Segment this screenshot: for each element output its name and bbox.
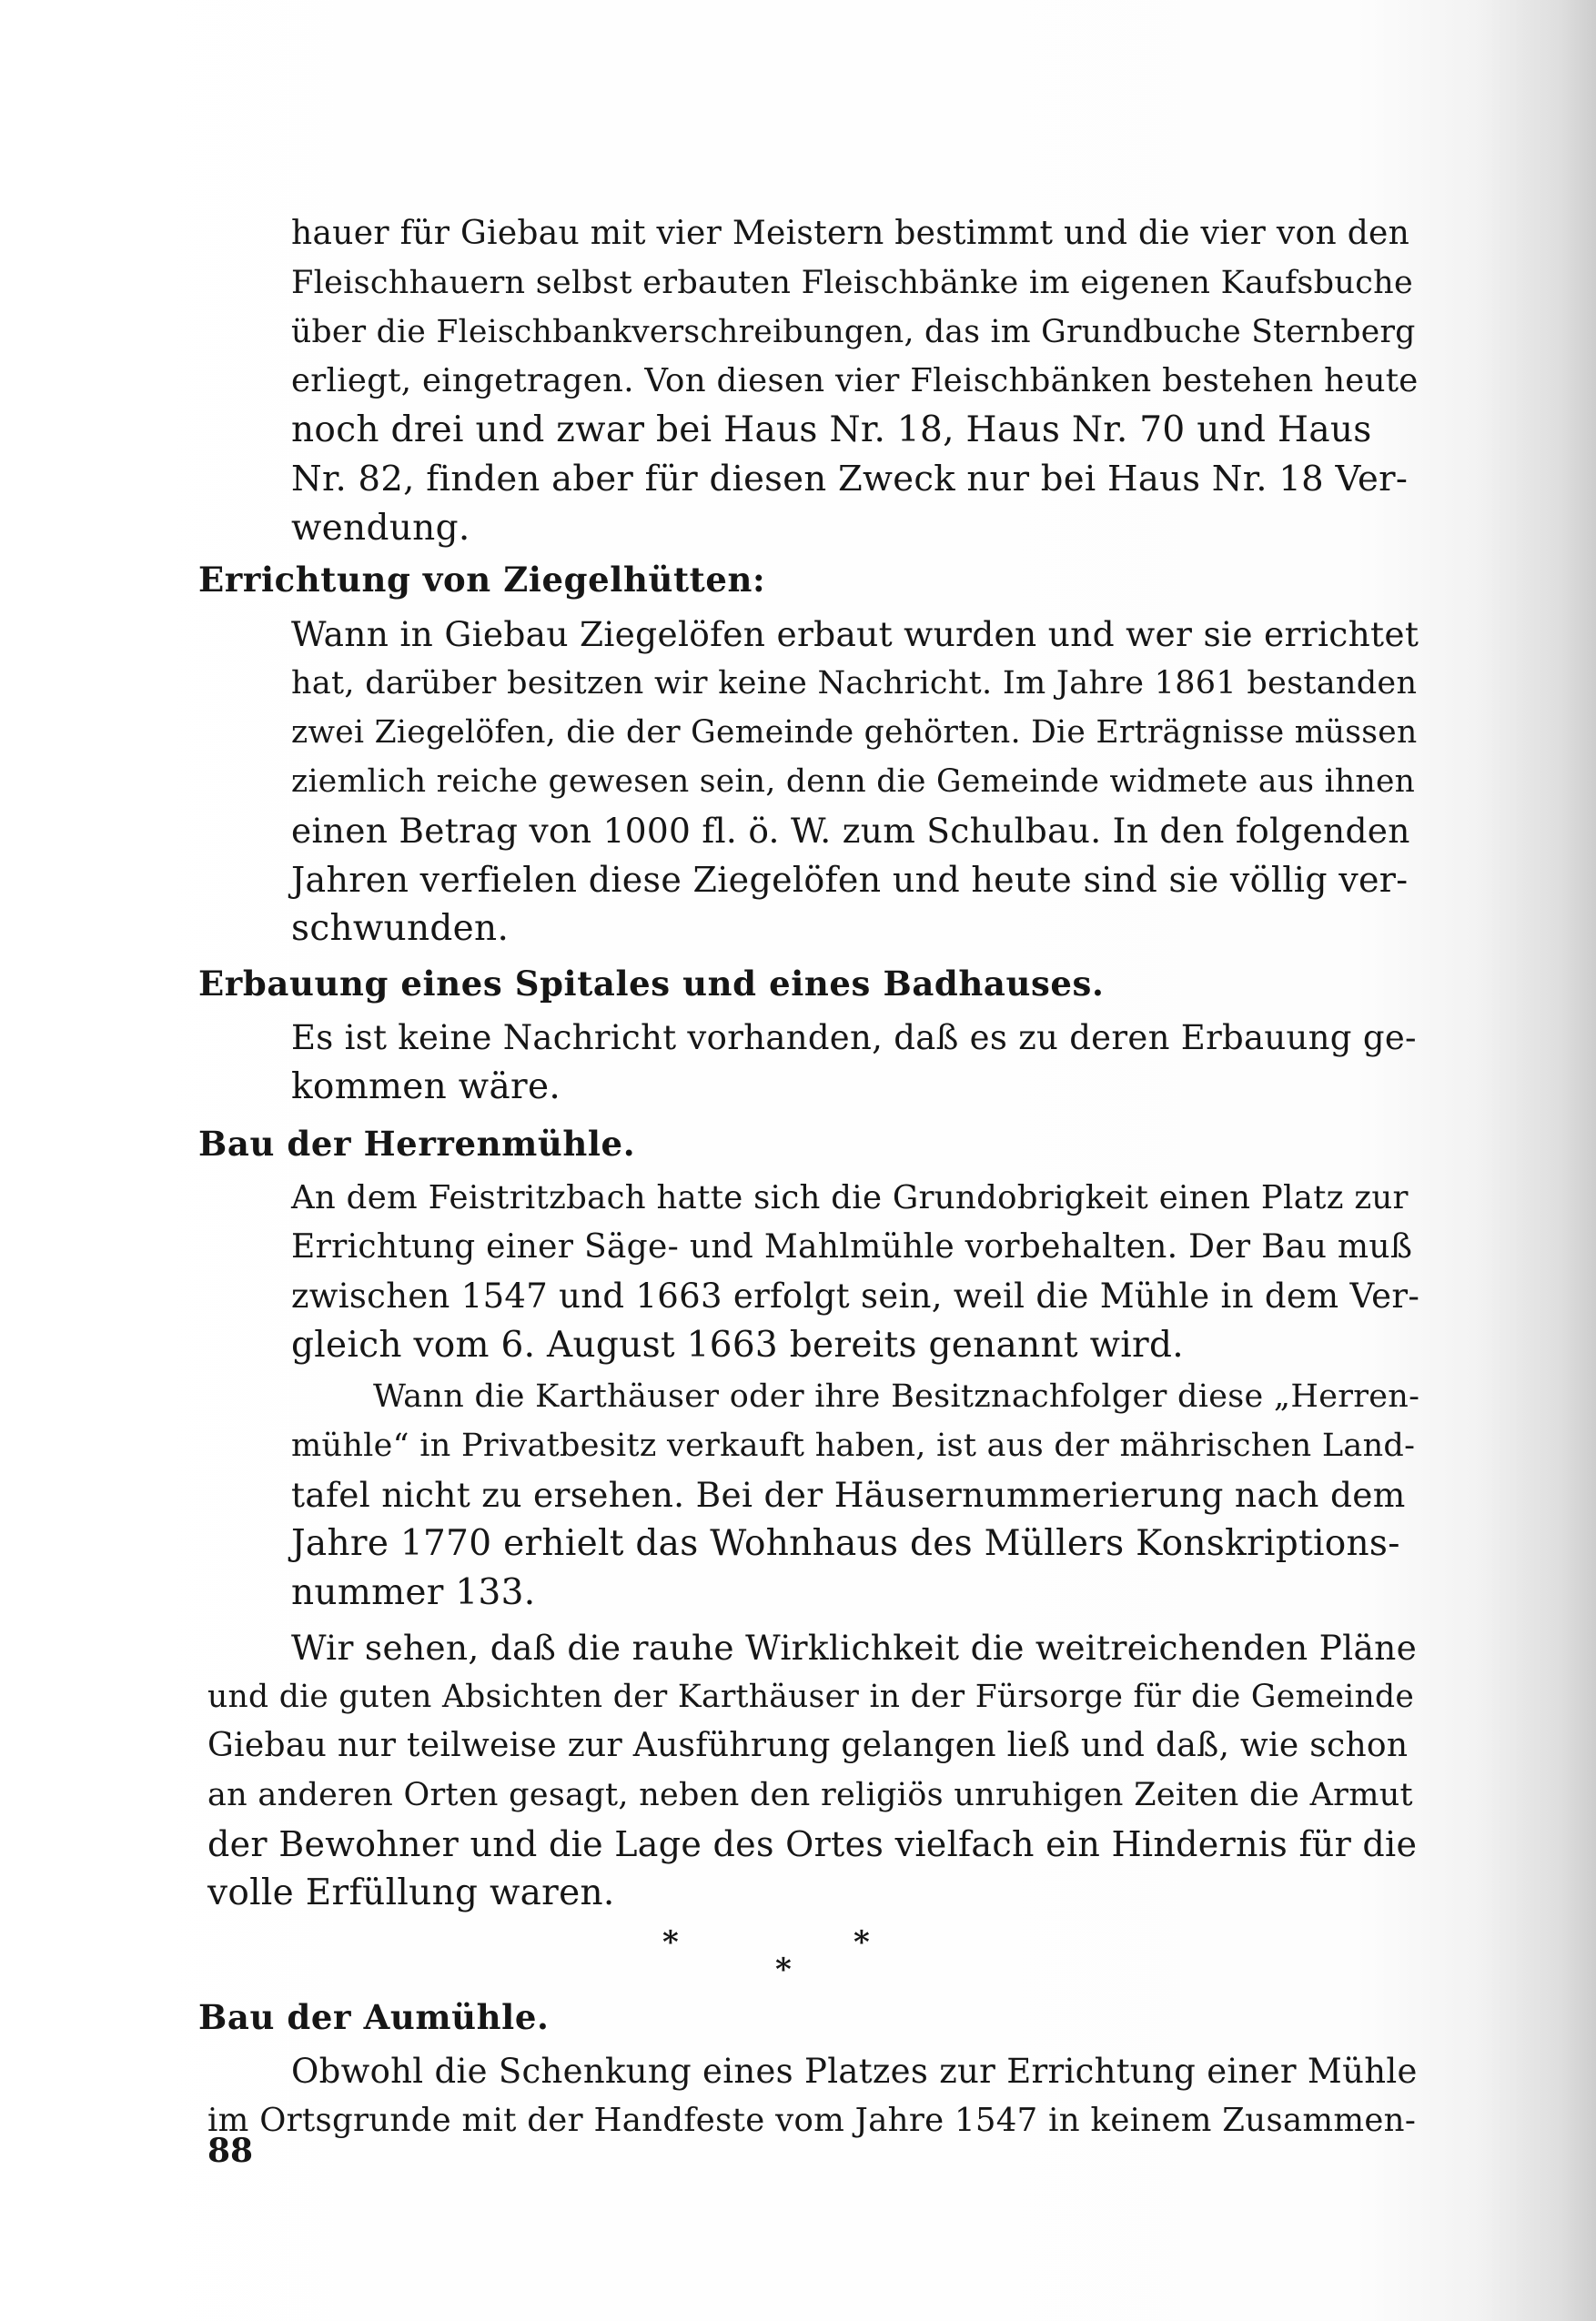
section-heading: Bau der Aumühle.	[198, 1997, 550, 2037]
section-heading: Bau der Herrenmühle.	[198, 1124, 636, 1164]
text-line: Fleischhauern selbst erbauten Fleischbänke im eigenen Kaufsbuche	[291, 265, 1413, 301]
text-line: Wann die Karthäuser oder ihre Besitznachfolger diese „Herren-	[373, 1378, 1420, 1415]
page-edge-shadow	[1478, 0, 1596, 2321]
text-line: nummer 133.	[291, 1572, 536, 1613]
asterisk-ornament: *	[775, 1952, 792, 1988]
text-line: mühle“ in Privatbesitz verkauft haben, ist aus der mährischen Land-	[291, 1428, 1416, 1464]
section-heading: Erbauung eines Spitales und eines Badhauses.	[198, 964, 1105, 1004]
text-line: Es ist keine Nachricht vorhanden, daß es zu deren Erbauung ge-	[291, 1018, 1417, 1057]
text-line: volle Erfüllung waren.	[207, 1872, 615, 1913]
text-line: Nr. 82, finden aber für diesen Zweck nur bei Haus Nr. 18 Ver-	[291, 459, 1409, 500]
text-line: hat, darüber besitzen wir keine Nachricht. Im Jahre 1861 bestanden	[291, 665, 1418, 701]
text-line: und die guten Absichten der Karthäuser in der Fürsorge für die Gemeinde	[207, 1679, 1415, 1715]
text-line: Giebau nur teilweise zur Ausführung gelangen ließ und daß, wie schon	[207, 1727, 1409, 1764]
text-line: zwei Ziegelöfen, die der Gemeinde gehörten. Die Erträgnisse müssen	[291, 714, 1418, 751]
text-line: wendung.	[291, 508, 470, 549]
asterisk-ornament: *	[662, 1924, 679, 1961]
text-line: zwischen 1547 und 1663 erfolgt sein, weil die Mühle in dem Ver-	[291, 1277, 1420, 1316]
text-line: im Ortsgrunde mit der Handfeste vom Jahre 1547 in keinem Zusammen-	[207, 2102, 1417, 2139]
text-line: Wir sehen, daß die rauhe Wirklichkeit die weitreichenden Pläne	[291, 1628, 1418, 1668]
text-line: Wann in Giebau Ziegelöfen erbaut wurden und wer sie errichtet	[291, 614, 1419, 654]
text-line: kommen wäre.	[291, 1066, 561, 1107]
text-line: über die Fleischbankverschreibungen, das im Grundbuche Sternberg	[291, 314, 1416, 350]
text-line: Jahre 1770 erhielt das Wohnhaus des Müllers Konskriptions-	[291, 1523, 1400, 1564]
text-line: tafel nicht zu ersehen. Bei der Häusernummerierung nach dem	[291, 1475, 1406, 1515]
text-line: Jahren verfielen diese Ziegelöfen und heute sind sie völlig ver-	[291, 860, 1409, 900]
asterisk-ornament: *	[854, 1924, 870, 1961]
text-line: schwunden.	[291, 908, 510, 949]
text-line: einen Betrag von 1000 fl. ö. W. zum Schulbau. In den folgenden	[291, 811, 1410, 851]
text-line: Obwohl die Schenkung eines Platzes zur Errichtung einer Mühle	[291, 2052, 1418, 2091]
text-line: hauer für Giebau mit vier Meistern bestimmt und die vier von den	[291, 215, 1410, 252]
text-line: der Bewohner und die Lage des Ortes vielfach ein Hindernis für die	[207, 1824, 1418, 1864]
text-line: gleich vom 6. August 1663 bereits genannt wird.	[291, 1325, 1184, 1366]
text-line: noch drei und zwar bei Haus Nr. 18, Haus Nr. 70 und Haus	[291, 409, 1372, 450]
text-line: Errichtung einer Säge- und Mahlmühle vorbehalten. Der Bau muß	[291, 1228, 1413, 1266]
text-line: erliegt, eingetragen. Von diesen vier Fleischbänken bestehen heute	[291, 362, 1419, 399]
text-line: ziemlich reiche gewesen sein, denn die Gemeinde widmete aus ihnen	[291, 763, 1416, 800]
text-line: an anderen Orten gesagt, neben den religiös unruhigen Zeiten die Armut	[207, 1777, 1413, 1813]
section-heading: Errichtung von Ziegelhütten:	[198, 560, 766, 600]
page-number: 88	[207, 2132, 254, 2170]
text-line: An dem Feistritzbach hatte sich die Grundobrigkeit einen Platz zur	[291, 1179, 1409, 1216]
